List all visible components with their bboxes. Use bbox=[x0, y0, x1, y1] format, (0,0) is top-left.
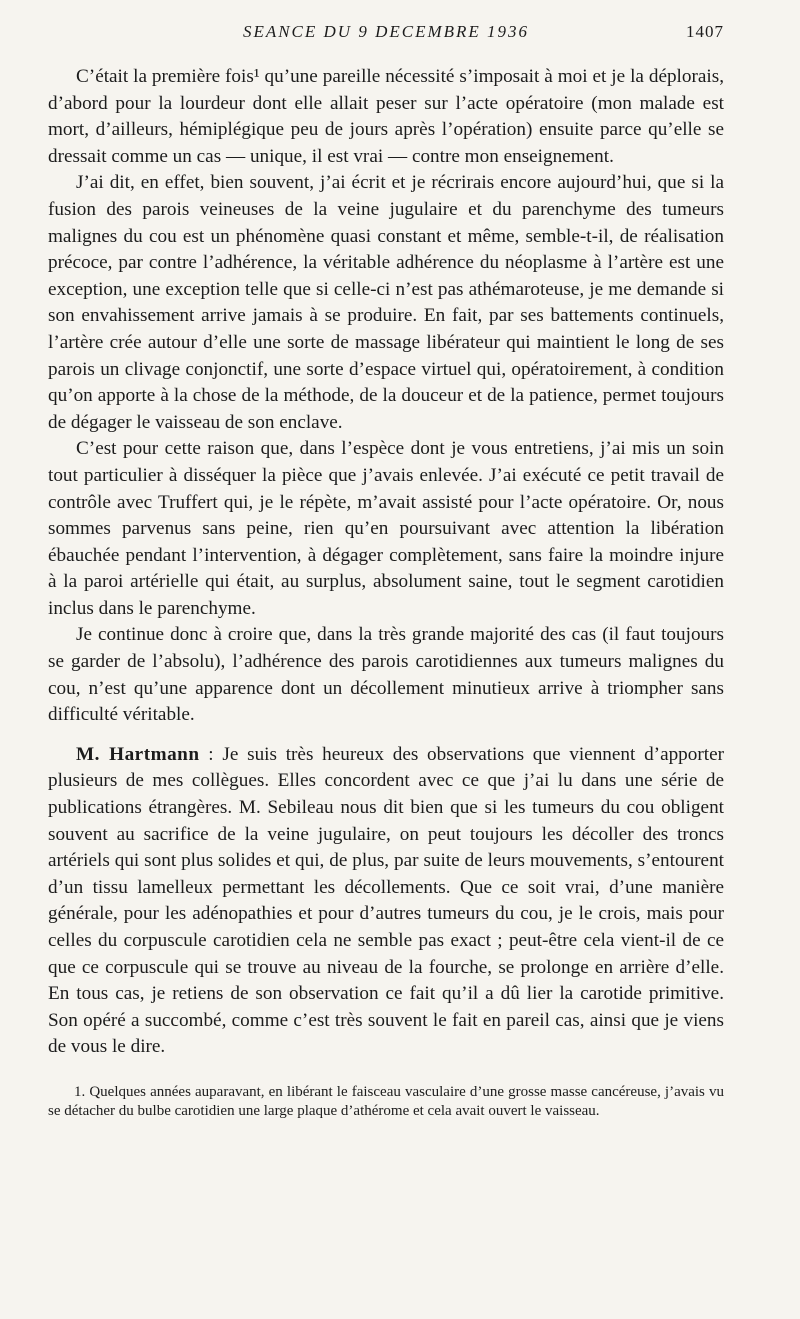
speaker-name: M. Hartmann bbox=[76, 743, 200, 765]
paragraph-1: C’était la première fois¹ qu’une pareille nécessité s’imposait à moi et je la déplorais, d’abord pour la lourdeur dont elle allait peser sur l’acte opératoire (mon malade est mort, d’ailleurs, hémiplégique peu de jours après l’opération) ensuite parce qu’elle se dressait comme un cas — unique, il est vrai — contre mon enseignement. bbox=[48, 66, 724, 167]
paragraph-2: J’ai dit, en effet, bien souvent, j’ai écrit et je récrirais encore aujourd’hui, que si la fusion des parois veineuses de la veine jugulaire et du parenchyme des tumeurs malignes du cou est un phénomène quasi constant et même, semble-t-il, de réalisation précoce, par contre l’adhérence, la véritable adhérence du néoplasme à l’artère est une exception, une exception telle que si celle-ci n’est pas athémaroteuse, je me demande si son envahissement arrive jamais à se produire. En fait, par ses battements continuels, l’artère crée autour d’elle une sorte de massage libérateur qui maintient le long de ses parois un clivage conjonctif, une sorte d’espace virtuel qui, opératoirement, à condition qu’on apporte à la chose de la méthode, de la douceur et de la patience, permet toujours de dégager le vaisseau de son enclave. bbox=[48, 172, 724, 433]
body-text bbox=[48, 64, 724, 1061]
footnote-1: 1. Quelques années auparavant, en libérant le faisceau vasculaire d’une grosse masse cancéreuse, j’avais vu se détacher du bulbe carotidien une large plaque d’athérome et cela avait ouvert le vaisseau. bbox=[48, 1083, 724, 1120]
paragraph-4: Je continue donc à croire que, dans la très grande majorité des cas (il faut toujours se garder de l’absolu), l’adhérence des parois carotidiennes aux tumeurs malignes du cou, n’est qu’une apparence dont un décollement minutieux arrive à triompher sans difficulté véritable. bbox=[48, 624, 724, 726]
discussion-text: : Je suis très heureux des observations que viennent d’apporter plusieurs de mes collègues. Elles concordent avec ce que j’ai lu dans une série de publications étrangères. M. Sebileau nous dit bien que si les tumeurs du cou obligent souvent au sacrifice de la veine jugulaire, on peut toujours les décoller des troncs artériels qui sont plus solides et qui, de plus, par suite de leurs mouvements, s’entourent d’un tissu lamelleux permettant les décollements. Que ce soit vrai, d’une manière générale, pour les adénopathies et pour d’autres tumeurs du cou, je le crois, mais pour celles du corpuscule carotidien cela ne semble pas exact ; peut-être cela vient-il de ce que ce corpuscule qui se trouve au niveau de la fourche, se prolonge en arrière d’elle. En tous cas, je retiens de son observation ce fait qu’il a dû lier la carotide primitive. Son opéré a succombé, comme c’est très souvent le fait en pareil cas, ainsi que je viens de vous le dire. bbox=[48, 743, 724, 1058]
footnotes bbox=[48, 1083, 724, 1122]
page bbox=[48, 22, 724, 1122]
page-number: 1407 bbox=[686, 22, 724, 41]
running-header bbox=[48, 22, 724, 52]
paragraph-3: C’est pour cette raison que, dans l’espèce dont je vous entretiens, j’ai mis un soin tout particulier à disséquer la pièce que j’avais enlevée. J’ai exécuté ce petit travail de contrôle avec Truffert qui, je le répète, m’avait assisté pour l’acte opératoire. Or, nous sommes parvenus sans peine, rien qu’en poursuivant avec attention la libération ébauchée pendant l’intervention, à dégager complètement, sans faire la moindre injure à la paroi artérielle qui était, au surplus, absolument saine, tout le segment carotidien inclus dans le parenchyme. bbox=[48, 438, 724, 619]
running-title: SEANCE DU 9 DECEMBRE 1936 bbox=[242, 22, 530, 41]
discussion-paragraph bbox=[48, 742, 724, 1061]
